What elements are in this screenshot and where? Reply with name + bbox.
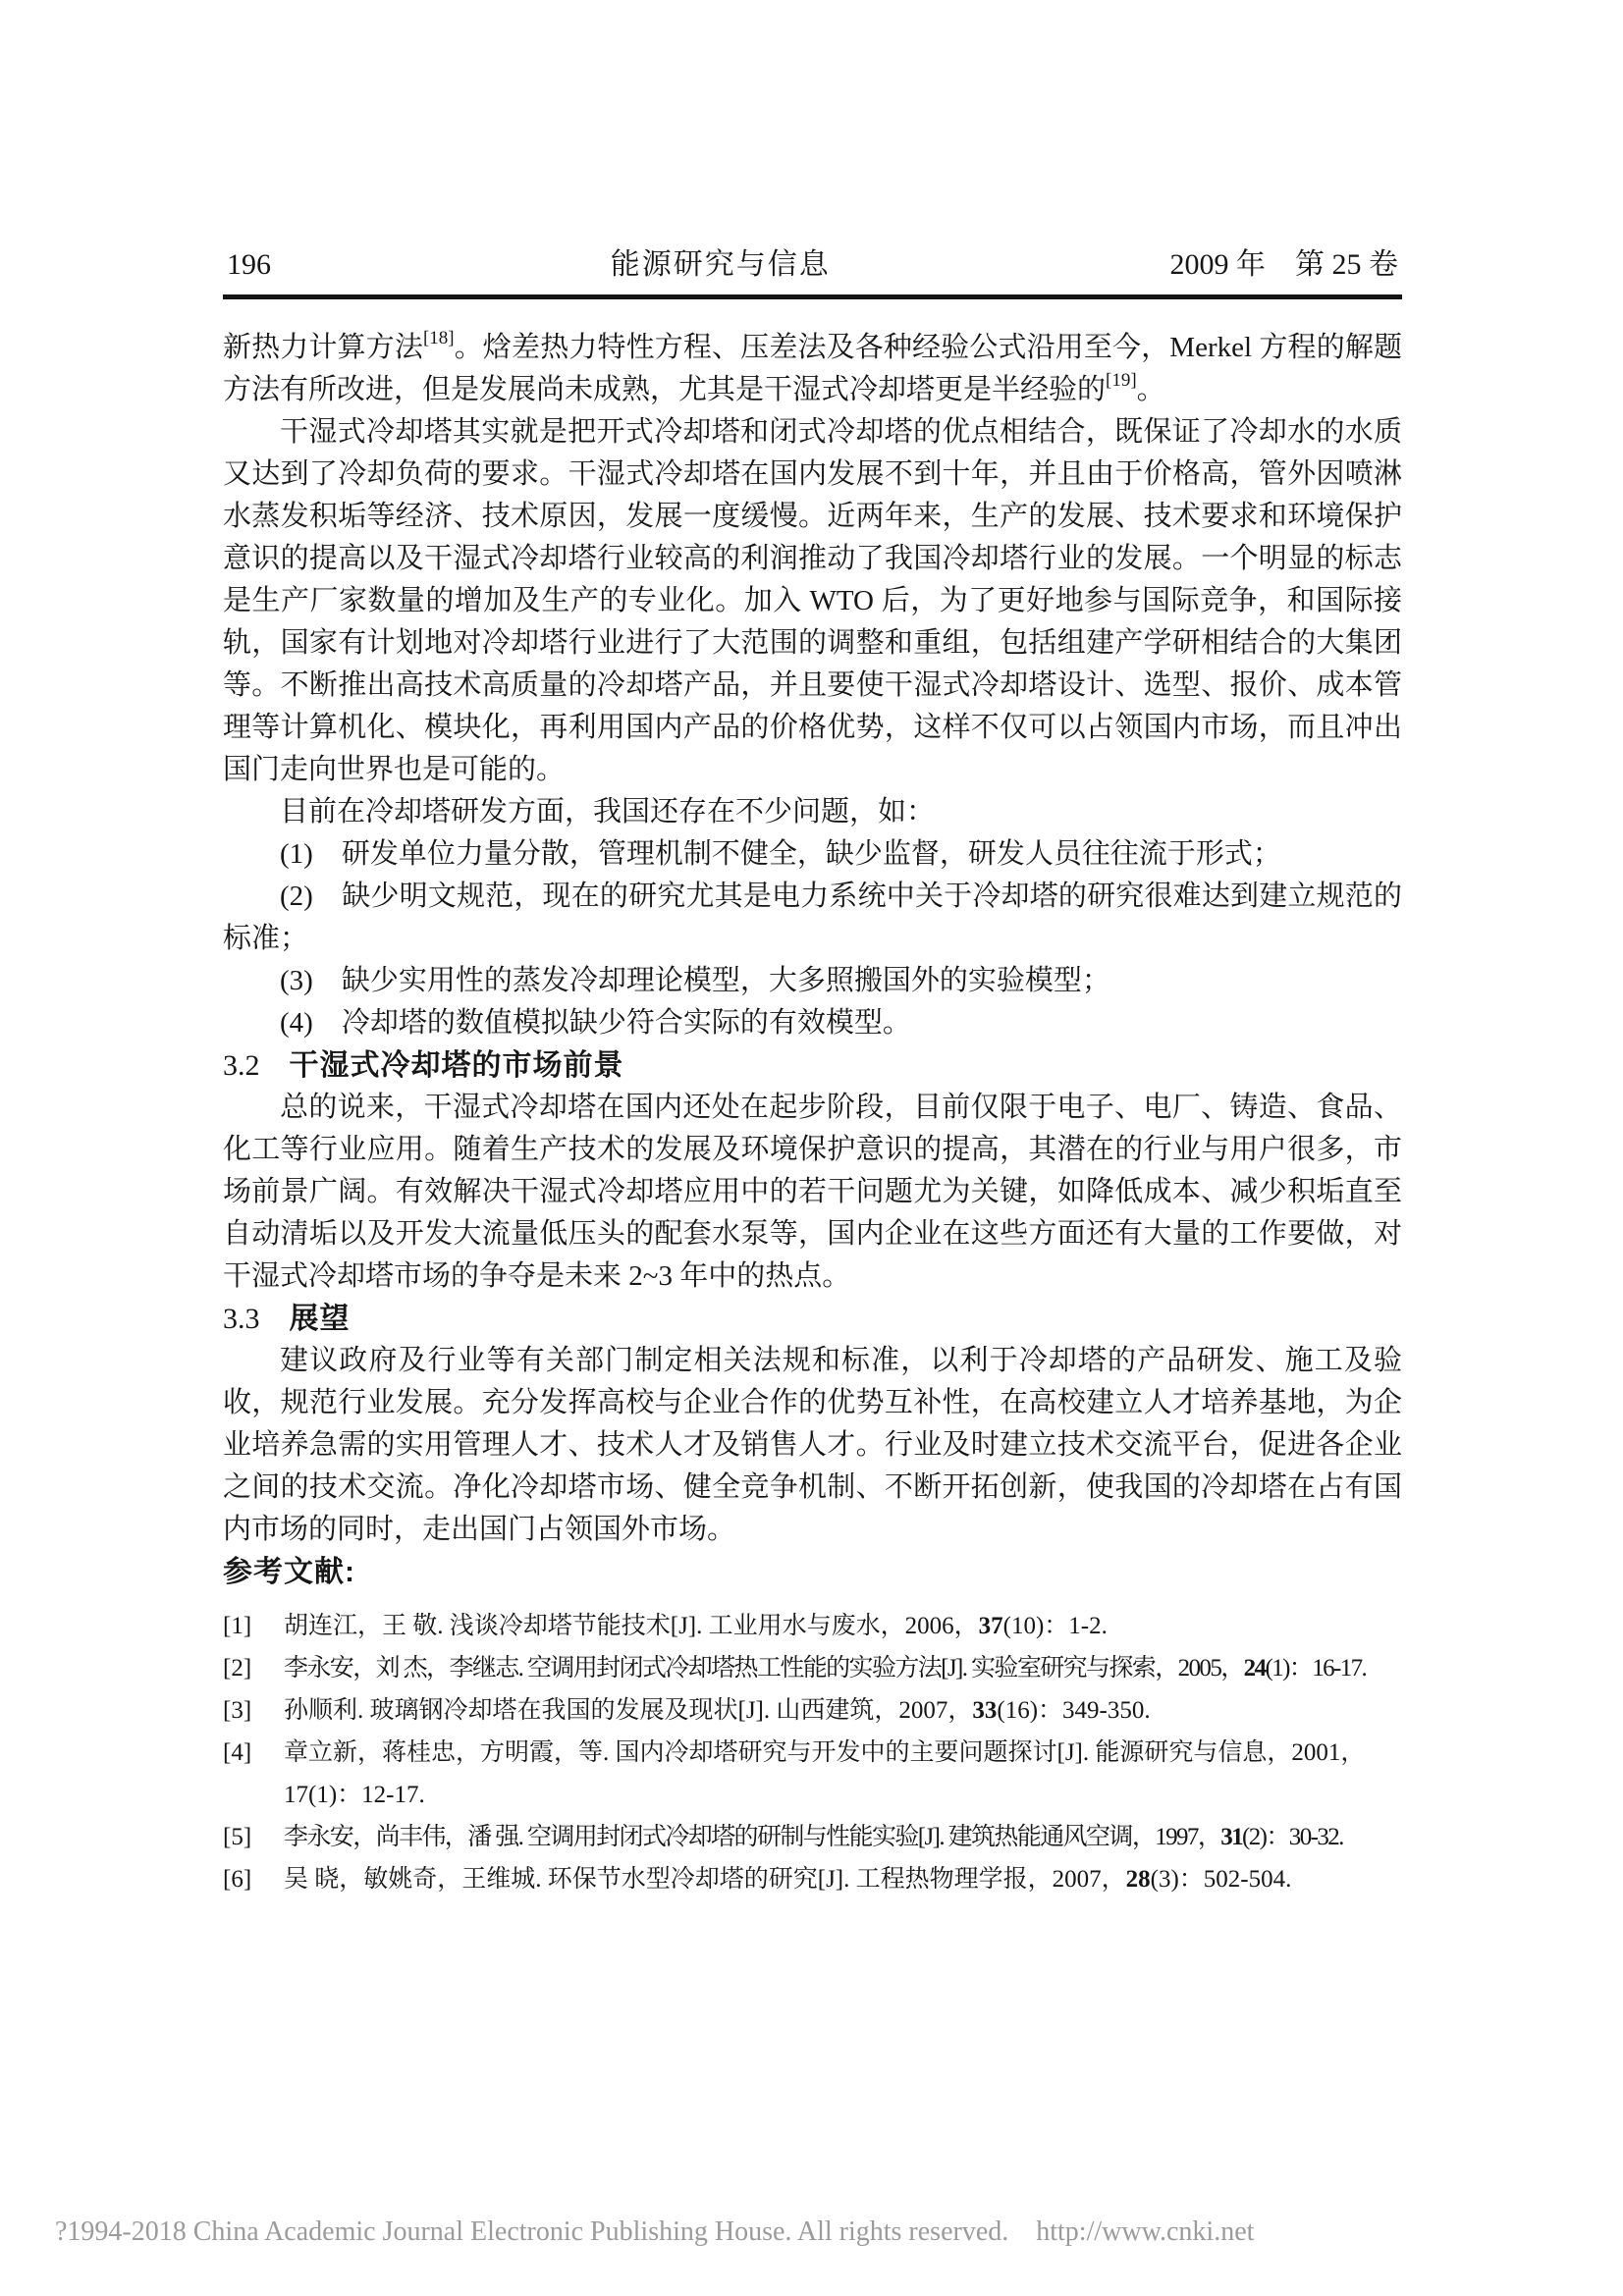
- paragraph-method: [223, 327, 1402, 411]
- article-body: [223, 327, 1402, 1900]
- reference-post: 17(1)：12-17.: [284, 1782, 425, 1808]
- reference-pre: 章立新，蒋桂忠，方明霞，等. 国内冷却塔研究与开发中的主要问题探讨[J]. 能源研究与信息，2001，: [284, 1739, 1366, 1766]
- problem-item-1: (1) 研发单位力量分散，管理机制不健全，缺少监督，研发人员往往流于形式；: [280, 838, 1281, 870]
- reference-item: [223, 1816, 1402, 1858]
- reference-text: [284, 1816, 1402, 1858]
- reference-text: [284, 1732, 1402, 1816]
- reference-pre: 胡连江，王 敬. 浅谈冷却塔节能技术[J]. 工业用水与废水，2006，: [284, 1613, 979, 1639]
- reference-item: [223, 1732, 1402, 1816]
- reference-pre: 孙顺利. 玻璃钢冷却塔在我国的发展及现状[J]. 山西建筑，2007，: [284, 1697, 973, 1724]
- reference-pre: 李永安，尚丰伟，潘 强. 空调用封闭式冷却塔的研制与性能实验[J]. 建筑热能通风空调，1997，: [284, 1824, 1221, 1850]
- reference-post: (16)：349-350.: [997, 1697, 1151, 1724]
- reference-number: [6]: [223, 1866, 252, 1893]
- scan-copyright-footer: ?1994-2018 China Academic Journal Electronic Publishing House. All rights reserved. http://www.cnki.net: [55, 2216, 1255, 2247]
- reference-number: [1]: [223, 1613, 252, 1639]
- paragraph-industry: 干湿式冷却塔其实就是把开式冷却塔和闭式冷却塔的优点相结合，既保证了冷却水的水质又达到了冷却负荷的要求。干湿式冷却塔在国内发展不到十年，并且由于价格高，管外因喷淋水蒸发积垢等经济、技术原因，发展一度缓慢。近两年来，生产的发展、技术要求和环境保护意识的提高以及干湿式冷却塔行业较高的利润推动了我国冷却塔行业的发展。一个明显的标志是生产厂家数量的增加及生产的专业化。加入 WTO 后，为了更好地参与国际竞争，和国际接轨，国家有计划地对冷却塔行业进行了大范围的调整和重组，包括组建产学研相结合的大集团等。不断推出高技术高质量的冷却塔产品，并且要使干湿式冷却塔设计、选型、报价、成本管理等计算机化、模块化，再利用国内产品的价格优势，这样不仅可以占领国内市场，而且冲出国门走向世界也是可能的。: [223, 416, 1402, 785]
- reference-text: [284, 1605, 1402, 1647]
- reference-volume: 28: [1125, 1866, 1151, 1893]
- section-title: 展望: [289, 1303, 351, 1335]
- reference-pre: 李永安，刘 杰，李继志. 空调用封闭式冷却塔热工性能的实验方法[J]. 实验室研究与探索，2005，: [284, 1655, 1244, 1682]
- issue-info: 2009 年 第 25 卷: [1169, 248, 1398, 281]
- section-heading-3-2: [223, 1044, 1402, 1087]
- citation-18: [18]: [422, 328, 455, 348]
- reference-text: [284, 1689, 1402, 1732]
- paragraph-market: 总的说来，干湿式冷却塔在国内还处在起步阶段，目前仅限于电子、电厂、铸造、食品、化工等行业应用。随着生产技术的发展及环境保护意识的提高，其潜在的行业与用户很多，市场前景广阔。有效解决干湿式冷却塔应用中的若干问题尤为关键，如降低成本、减少积垢直至自动清垢以及开发大流量低压头的配套水泵等，国内企业在这些方面还有大量的工作要做，对干湿式冷却塔市场的争夺是未来 2~3 年中的热点。: [223, 1092, 1402, 1292]
- reference-post: (2)：30-32.: [1242, 1824, 1343, 1850]
- reference-volume: 31: [1220, 1824, 1243, 1850]
- reference-volume: 24: [1243, 1655, 1266, 1682]
- problem-item-3: (3) 缺少实用性的蒸发冷却理论模型，大多照搬国外的实验模型；: [280, 965, 1110, 996]
- reference-post: (1)：16-17.: [1265, 1655, 1367, 1682]
- problem-item-2: (2) 缺少明文规范，现在的研究尤其是电力系统中关于冷却塔的研究很难达到建立规范的标准；: [223, 881, 1402, 954]
- references-heading: 参考文献:: [223, 1556, 355, 1588]
- paragraph-problems-intro: 目前在冷却塔研发方面，我国还存在不少问题，如：: [280, 796, 936, 828]
- reference-volume: 33: [972, 1697, 998, 1724]
- section-heading-3-3: [223, 1298, 1402, 1340]
- reference-item: [223, 1689, 1402, 1732]
- reference-number: [3]: [223, 1697, 252, 1724]
- problem-item-4: (4) 冷却塔的数值模拟缺少符合实际的有效模型。: [280, 1007, 911, 1039]
- paragraph-text: 。焓差热力特性方程、压差法及各种经验公式沿用至今，Merkel 方程的解题方法有所改进，但是发展尚未成熟，尤其是干湿式冷却塔更是半经验的: [223, 332, 1402, 405]
- reference-post: (10)：1-2.: [1002, 1613, 1108, 1639]
- reference-item: [223, 1647, 1402, 1689]
- journal-title: 能源研究与信息: [610, 248, 831, 281]
- section-number: 3.3: [223, 1303, 260, 1335]
- reference-number: [2]: [223, 1655, 252, 1682]
- reference-post: (3)：502-504.: [1150, 1866, 1292, 1893]
- reference-pre: 吴 晓，敏姚奇，王维城. 环保节水型冷却塔的研究[J]. 工程热物理学报，2007，: [284, 1866, 1126, 1893]
- section-number: 3.2: [223, 1049, 260, 1082]
- reference-item: [223, 1858, 1402, 1900]
- page: [223, 247, 1402, 1900]
- reference-number: [4]: [223, 1739, 252, 1766]
- reference-text: [284, 1858, 1402, 1900]
- reference-item: [223, 1605, 1402, 1647]
- paragraph-text: 。: [1136, 374, 1165, 405]
- running-head: [223, 247, 1402, 299]
- paragraph-outlook: 建议政府及行业等有关部门制定相关法规和标准，以利于冷却塔的产品研发、施工及验收，规范行业发展。充分发挥高校与企业合作的优势互补性，在高校建立人才培养基地，为企业培养急需的实用管理人才、技术人才及销售人才。行业及时建立技术交流平台，促进各企业之间的技术交流。净化冷却塔市场、健全竞争机制、不断开拓创新，使我国的冷却塔在占有国内市场的同时，走出国门占领国外市场。: [223, 1345, 1402, 1545]
- reference-volume: 37: [978, 1613, 1003, 1639]
- section-title: 干湿式冷却塔的市场前景: [289, 1049, 624, 1082]
- citation-19: [19]: [1106, 370, 1137, 391]
- references-list: [223, 1605, 1402, 1900]
- reference-number: [5]: [223, 1824, 252, 1850]
- paragraph-text: 新热力计算方法: [223, 332, 423, 363]
- page-number: 196: [227, 248, 271, 281]
- reference-text: [284, 1647, 1402, 1689]
